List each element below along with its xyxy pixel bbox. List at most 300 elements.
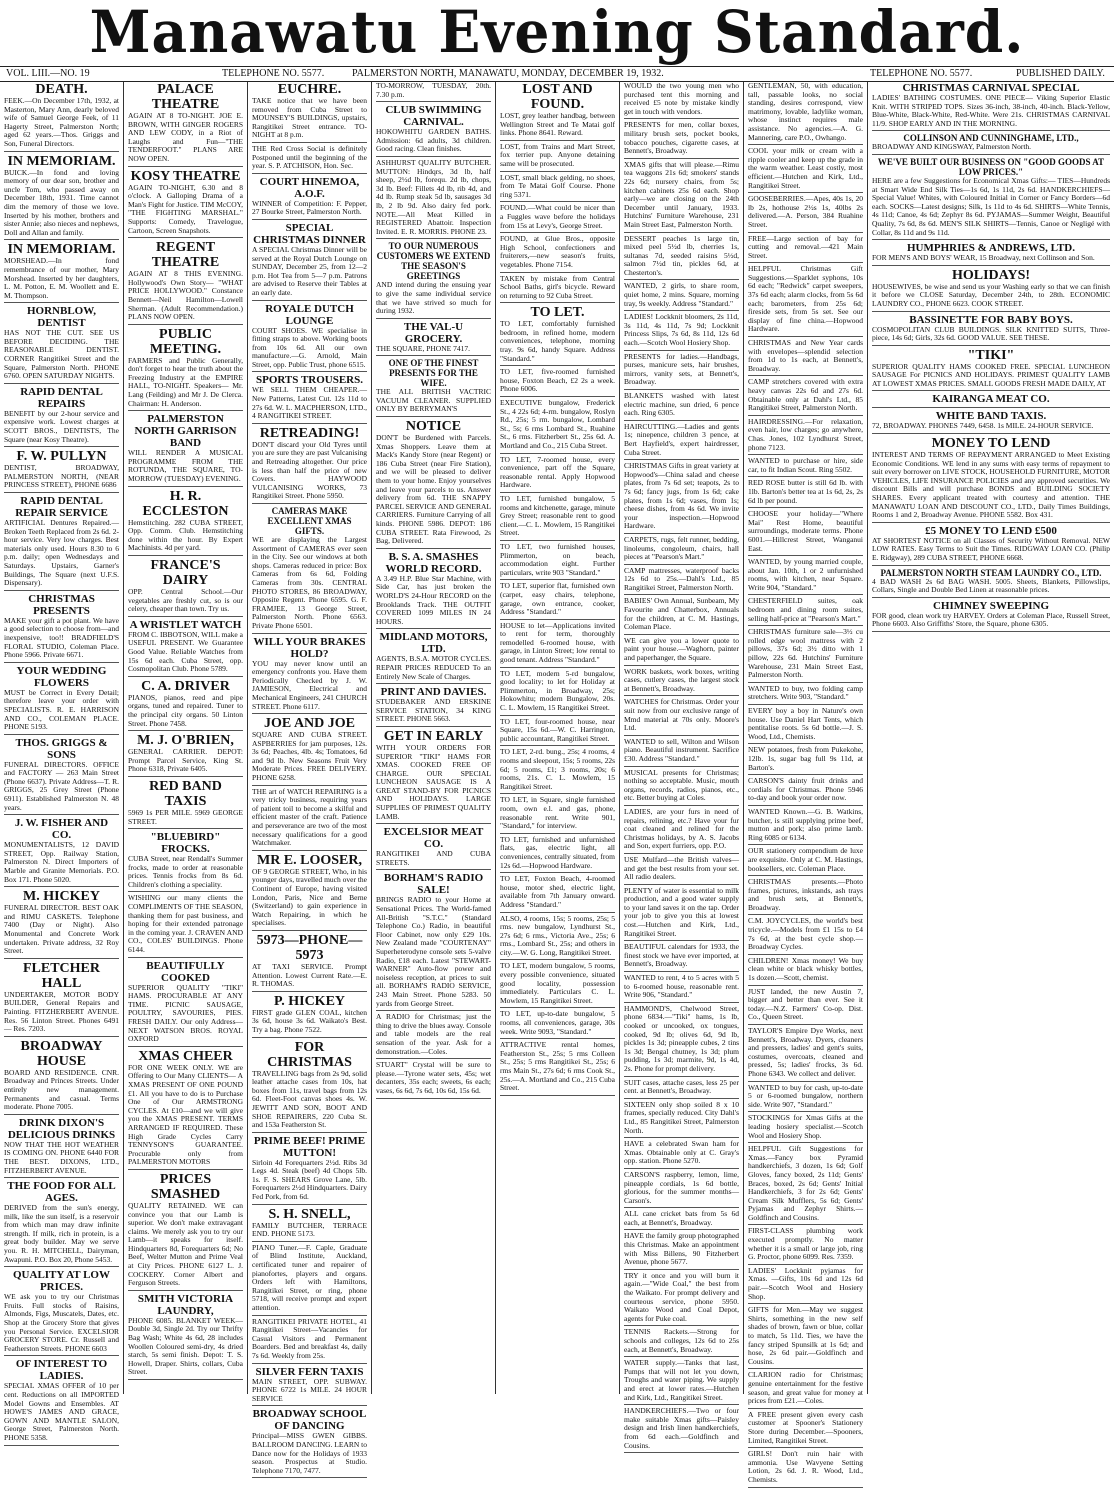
advertisement: [500, 275, 615, 304]
advertisement: [748, 147, 863, 193]
advertisement: [252, 303, 367, 373]
advertisement: [624, 1210, 739, 1230]
ad-text: NOW THAT THE HOT WEATHER IS COMING ON. PHONE 6440 FOR THE BEST. DIXONS, LTD., FITZHERBERT AVENUE.: [4, 1139, 119, 1175]
ad-text: BLANKETS washed with latest electric machine, sun dried, 6 pence each. Ring 6305.: [624, 391, 739, 418]
ad-heading: A WRISTLET WATCH: [129, 618, 242, 631]
ad-heading: PALMERSTON NORTH STEAM LAUNDRY CO., LTD.: [880, 567, 1102, 578]
ad-heading: EXCELSIOR MEAT CO.: [383, 826, 484, 851]
ad-heading: WE'VE BUILT OUR BUSINESS ON "GOOD GOODS AT LOW PRICES.": [877, 156, 1105, 177]
advertisement: [624, 1272, 739, 1327]
advertisement: [128, 894, 243, 957]
ad-text: PLENTY of water is essential to milk production, and a good water supply to your land saves it on the tap. Order your job to give you this at lowest cost.—Hutchen and Kirk, Ltd., Rangitikei Street.: [624, 885, 739, 938]
advertisement: [624, 597, 739, 634]
ad-text: CAMP stretchers covered with extra heavy canvas 22s 6d and 27s 6d. Obtainable only at Dahl's Ltd., 85 Rangitikei Street, Palmerston North.: [748, 377, 863, 413]
ad-text: FROM C. IBBOTSON, WILL make a USEFUL PRESENT. We Guarantee Good Value. Reliable Watches from 15s 6d each. Cuba Street, opp. Cosmopolitan Club. Phone 5789.: [128, 629, 243, 674]
column-7: [744, 81, 868, 1484]
ad-text: C.M. JOYCYCLES, the world's best tricycle.—Models from £1 15s to £4 7s 6d, at the best cycle shop.—Broadway Cycles.: [748, 916, 863, 952]
ad-heading: PALACE THEATRE: [151, 82, 220, 112]
advertisement: [500, 399, 615, 454]
ad-text: RANGITIKEI AND CUBA STREETS.: [376, 849, 491, 867]
ad-heading: PUBLIC MEETING.: [149, 326, 222, 357]
ad-heading: HOLIDAYS!: [951, 267, 1031, 283]
advertisement: [624, 1359, 739, 1405]
advertisement: [624, 121, 739, 158]
advertisement: [748, 685, 863, 705]
ad-heading: YOUR WEDDING FLOWERS: [16, 664, 107, 689]
ad-text: MAKE your gift a pot plant. We have a good selection to choose from—and inexpensive, too!! BRADFIELD'S FLORAL STUDIO, Coleman Place. Phone 5966. Private 6671.: [4, 615, 119, 660]
ad-text: UNDERTAKER, MOTOR BODY BUILDER, General Repairs and Painting. FITZHERBERT AVENUE. Res. 56 Linton Street. Phones 6491 — Res. 7203.: [4, 989, 119, 1034]
advertisement: [872, 436, 1110, 523]
ad-text: LOST, from Trains and Mart Street, fox terrier pup. Anyone detaining same will be prosecuted.: [500, 141, 615, 168]
ad-heading: CHIMNEY SWEEPING: [932, 599, 1050, 612]
advertisement: [500, 748, 615, 794]
ad-heading: QUALITY AT LOW PRICES.: [13, 1269, 110, 1294]
ad-text: HAVE a celebrated Swan ham for Xmas. Obtainable only at C. Gray's opp. station. Phone 5270.: [624, 1139, 739, 1166]
ad-heading: THE VAL-U GROCERY.: [403, 320, 464, 345]
ad-heading: CHRISTMAS CARNIVAL SPECIAL: [902, 82, 1080, 94]
ad-text: CARPETS, rugs, felt runner, bedding, linoleums, congoleum, chairs, hall pieces at "Pearson's Mart.": [624, 534, 739, 562]
column-1: [0, 82, 124, 1442]
advertisement: [748, 1450, 863, 1487]
volume-number: VOL. LIII.—NO. 19: [6, 68, 90, 79]
ad-heading: TO LET.: [530, 305, 585, 321]
ad-text: ALSO, 4 rooms, 15s; 5 rooms, 25s; 5 rms. new bungalow, Lyndhurst St., 27s 6d; 6 rms., Victoria Ave., 25s; 6 rms., Lombard St., 25s; and others in city.—W. G. Long, Rangitikei Street.: [500, 913, 615, 957]
ad-text: SUIT cases, attache cases, less 25 per cent. at Bennett's, Broadway.: [624, 1077, 739, 1096]
ad-text: TAKE notice that we have been removed from Cuba Street to MOUNSEY'S BUILDINGS, upstairs, Rangitikei Street entrance. TO-NIGHT at 8 p.m.: [252, 96, 367, 140]
advertisement: [128, 679, 243, 731]
advertisement: [500, 456, 615, 493]
ad-text: AND intend during the ensuing year to give the same individual service that we have strived so much for during 1932.: [376, 280, 491, 316]
advertisement: [624, 1232, 739, 1269]
ad-heading: HUMPHRIES & ANDREWS, LTD.: [907, 242, 1075, 255]
ad-text: TO LET, two furnished houses, Plimmerton, on beach, accommodation eight. Further particulars, write 903 "Standard.": [500, 541, 615, 577]
advertisement: [500, 235, 615, 272]
advertisement: [748, 1411, 863, 1448]
ad-heading: SPORTS TROUSERS.: [255, 374, 363, 387]
ad-heading: ONE OF THE FINEST PRESENTS FOR THE WIFE.: [388, 358, 479, 389]
published-daily: PUBLISHED DAILY.: [1016, 68, 1105, 79]
advertisement: [376, 1013, 491, 1059]
ad-heading: CAMERAS MAKE EXCELLENT XMAS GIFTS.: [267, 506, 352, 536]
ad-text: EVERY boy a boy in Nature's own house. Use Daniel Hart Tents, which pentitalise roots. 5s 6d bottle.—J. S. Wood, Ltd., Chemists.: [748, 706, 863, 741]
advertisement: [748, 777, 863, 806]
ad-text: Hemstitching. 282 CUBA STREET, Opp. Comm. Club. Hemstitching done within the hour. By Expert Machinists. 4d per yard.: [128, 517, 243, 553]
ad-text: RANGITIKEI PRIVATE HOTEL, 41 Rangitikei Street—Vacancies for Casual Visitors and Permanent Boarders. Bed and breakfast 4s, daily 7s 6d. Weekly from 25s.: [252, 1316, 367, 1360]
ad-text: BUICK.—In fond and loving memory of our dear son, brother and uncle Tom, who passed away on December 18th, 1931. Time cannot dim the memory of those we love. Inserted by his mother, brothers and sister Annie; also nieces and nephews, Doll and Allan and family.: [4, 167, 119, 237]
advertisement: [252, 1135, 367, 1205]
ad-heading: REGENT THEATRE: [151, 240, 220, 271]
advertisement: [128, 733, 243, 777]
advertisement: [624, 161, 739, 233]
advertisement: [624, 235, 739, 281]
advertisement: [128, 960, 243, 1047]
advertisement: [4, 737, 119, 816]
advertisement: [872, 242, 1110, 266]
advertisement: [4, 961, 119, 1037]
ad-heading: THOS. GRIGGS & SONS: [15, 736, 108, 761]
ad-text: WE can give you a lower quote to paint your house.—Waghorn, painter and paperhanger, the Square.: [624, 635, 739, 663]
advertisement: [4, 1117, 119, 1178]
ad-text: BROADWAY AND KINGSWAY, Palmerston North.: [872, 142, 1032, 152]
ad-heading: DEATH.: [35, 82, 88, 97]
ad-heading: XMAS CHEER: [138, 1048, 233, 1064]
advertisement: [252, 1040, 367, 1133]
ad-text: DON'T be Burdened with Parcels. Xmas Shoppers. Leave them at Mack's Kandy Store (near Regent) or 186 Cuba Street (near Fire Station), and we will be pleased to deliver them to your home. Enjoy yourselves and leave your parcels to us. Answer delivery from 6d. THE SNAPPY PARCEL SERVICE AND GENERAL CARRIERS. Furniture Carrying of all kinds. PHONE 5986. DEPOT: 186 CUBA STREET. Rata Firewood, 2s Bag, Delivered.: [376, 433, 491, 546]
advertisement: [624, 887, 739, 942]
advertisement: [872, 393, 1110, 408]
ad-text: GENERAL CARRIER. DEPOT: Prompt Parcel Service, King St. Phone 6318, Private 6405.: [128, 747, 243, 774]
ad-text: HOKOWHITU GARDEN BATHS. Admission: 6d adults, 3d children. Good racing. Clean finishes.: [376, 127, 491, 154]
ad-text: ARTIFICIAL Dentures Repaired.—Broken Teeth Replaced from 2s 6d. 2-hour service. Very low charges. Best materials only used. Hours 8.30 to 6 p.m. daily; open Wednesdays and Saturdays. Upstairs, Garner's Buildings, The Square (next U.F.S. Dispensary).: [4, 518, 119, 588]
ad-text: SQUARE AND CUBA STREET. ASPBERRIES for jam purposes, 12s. 3s 6d; Peaches, 4lb. 4s; Tomatoes, 6d and 9d lb. New Seasons Fruit Very Moderate Prices. FREE DELIVERY. PHONE 6258.: [252, 730, 367, 783]
advertisement: [252, 853, 367, 931]
advertisement: [872, 133, 1110, 155]
advertisement: [4, 1269, 119, 1356]
ad-text: ATTRACTIVE rental homes, Featherston St., 25s; 5 rms Colleen St., 25s; 5 rms Rangitikei St., 25s; 6 rms Main St., 27s 6d; 6 rms Cook St., 25s.—A. Mortland and Co., 215 Cuba Street.: [500, 1040, 615, 1093]
ad-text: WILL RENDER A MUSICAL PROGRAMME FROM THE ROTUNDA, THE SQUARE, TO-MORROW (TUESDAY) EVENING.: [128, 448, 243, 484]
ad-text: BENEFIT by our 2-hour service and expensive work. Lowest charges at SCOTT BROS., DENTISTS, The Square (near Kosy Theatre).: [4, 408, 119, 444]
ad-heading: 5973—PHONE—5973: [256, 932, 363, 963]
ad-heading: MIDLAND MOTORS, LTD.: [379, 631, 488, 656]
advertisement: [4, 242, 119, 303]
advertisement: [128, 413, 243, 486]
ad-text: FOR ONE WEEK ONLY. WE are Offering to Our Many CLIENTS— A XMAS PRESENT OF ONE POUND £1. All you have to do is to Purchase One of Our ARMSTRONG CYCLES. At £10—and we will give you the XMAS PRESENT. TERMS ARRANGED IF REQUIRED. These High Grade Cycles Carry TENNYSON'S GUARANTEE. Procurable only from PALMERSTON MOTORS: [128, 1062, 243, 1167]
advertisement: [500, 204, 615, 233]
ad-heading: "BLUEBIRD" FROCKS.: [150, 831, 221, 856]
ad-text: FUNERAL DIRECTORS. OFFICE and FACTORY — 263 Main Street (Phone 6637). Private Address—T. R. GRIGGS, 25 Grey Street (Phone 6911). Established Palmerston N. 48 years.: [4, 759, 119, 812]
ad-text: COSMOPOLITAN CLUB BUILDINGS. SILK KNITTED SUITS, Three-piece, 14s 6d; Girls, 32s 6d. GOOD VALUE. SEE THESE.: [872, 324, 1110, 343]
ad-text: Principal—MISS GWEN GIBBS. BALLROOM DANCING. LEARN to Dance now for the Holidays of 1933 season. Prospectus at Studio. Telephone 7170, 7477.: [252, 1431, 367, 1475]
advertisement: [748, 457, 863, 477]
advertisement: [376, 1061, 491, 1098]
ad-text: CAMP mattresses, waterproof backs 12s 6d to 25s.—Dahl's Ltd., 85 Rangitikei Street, Palmerston North.: [624, 565, 739, 592]
ad-heading: THE FOOD FOR ALL AGES.: [7, 1180, 116, 1205]
advertisement: [872, 525, 1110, 566]
advertisement: [624, 82, 739, 119]
ad-text: CLARION radio for Christmas; genuine entertainment for the festive season, and great value for money at prices from £21.—Coles.: [748, 1370, 863, 1406]
advertisement: [128, 82, 243, 167]
advertisement: [376, 419, 491, 549]
ad-text: 5969 1s PER MILE. 5969 GEORGE STREET.: [128, 807, 243, 826]
ad-text: CARSON'S dainty fruit drinks and cordials for Christmas. Phone 5946 to-day and book your order now.: [748, 776, 863, 803]
ad-heading: DRINK DIXON'S DELICIOUS DRINKS: [7, 1116, 116, 1141]
advertisement: [624, 856, 739, 885]
ad-heading: BROADWAY HOUSE: [20, 1038, 103, 1069]
ad-text: AGAIN AT 8 THIS EVENING. Hollywood's Own Story— "WHAT PRICE HOLLYWOOD." Constance Bennett—Neil Hamilton—Lowell Sherman. (Adult Recommendation.) PLANS NOW OPEN.: [128, 269, 243, 322]
advertisement: [624, 567, 739, 596]
ad-text: MUSICAL presents for Christmas; nothing so acceptable. Music, mouth organs, records, radios, pianos, etc., etc. Better buying at Coles.: [624, 767, 739, 803]
ad-text: HELPFUL Gift Suggestions for Xmas.—Fancy box Pyramid handkerchiefs, 3 dozen, 1s 6d; Golf Gloves, fancy boxed, 2s 11d; Gents' Braces, boxed, 2s 6d; Gents' Initial Handkerchiefs, 3 for 2s 6d; Gents' Cream Silk Mufflers, 5s 6d; Gents' Pyjamas and Zephyr Shirts.—Goldfinch and Cousins.: [748, 1144, 863, 1222]
advertisement: [252, 506, 367, 634]
ad-text: WINNER of Competition: F. Pepper, 27 Bourke Street, Palmerston North.: [252, 198, 367, 217]
ad-text: CHOOSE your holiday—"Where Mai" Rest Home, beautiful surroundings, moderate terms. Phone 6001.—Hillcrest Street, Wanganui East.: [748, 509, 863, 553]
ad-text: QUALITY RETAINED. WE can convince you that our Lamb is superior. We don't make extravagant claims. We merely ask you to try our Lamb—it speaks for itself. Hindquarters 8d, Forequarters 6d; No Beef, Welter Mutton and Prime Veal at City Prices. PHONE 6127 L. J. COCKERY. Corner Albert and Ferguson Streets.: [128, 1200, 243, 1288]
advertisement: [624, 423, 739, 460]
ad-text: FIRST grade GLEN COAL, kitchen 3s 6d, house 3s 6d. Waikato's Best. Try a bag. Phone 7522.: [252, 1007, 367, 1034]
advertisement: [624, 698, 739, 735]
place-and-date: PALMERSTON NORTH, MANAWATU, MONDAY, DECEMBER 19, 1932.: [352, 68, 664, 79]
advertisement: [748, 235, 863, 264]
advertisement: [748, 1145, 863, 1225]
advertisement: [128, 489, 243, 556]
ad-text: DENTIST, BROADWAY, PALMERSTON NORTH, (NEAR PRINCESS STREET), PHONE 6686: [4, 463, 119, 490]
ad-heading: CLUB SWIMMING CARNIVAL.: [385, 104, 482, 129]
advertisement: [4, 495, 119, 591]
ad-text: CHRISTMAS furniture sale—3½ cu rolled edge wool mattress with 2 pillows, 37s 6d; 3½ ditto with 1 pillow, 22s 6d. Hutchins' Furniture Warehouse, 231 Main Street East, Palmerston North.: [748, 627, 863, 680]
ad-heading: FOR CHRISTMAS: [267, 1039, 352, 1070]
advertisement: [4, 889, 119, 959]
advertisement: [500, 368, 615, 397]
ad-text: WOULD the two young men who purchased tent this morning and received £5 note by mistake kindly get in touch with vendors.: [624, 81, 739, 116]
advertisement: [252, 1366, 367, 1407]
ad-text: FOR good, clean work try HARVEY. Orders at Coleman Place, Russell Street, Phone 6603. Also Griffiths' Store, the Square, phone 6305.: [872, 610, 1110, 629]
ad-heading: EUCHRE.: [277, 82, 342, 97]
ad-text: FARMERS and Public Generally, don't forget to hear the truth about the Freezing Industry at the EMPIRE HALL, TO-NIGHT. Speakers— Mr. Lang (Feilding) and Mr J. De Clerca. Chairman: H. Anderson.: [128, 355, 243, 408]
ad-text: HAVE the family group photographed this Christmas. Make an appointment with Miss Billens, 90 Fitzherbert Avenue, phone 5677.: [624, 1231, 739, 1267]
advertisement: [624, 1101, 739, 1138]
telephone-left: TELEPHONE NO. 5577.: [222, 68, 325, 79]
advertisement: [748, 378, 863, 415]
column-2: [124, 82, 248, 1394]
advertisement: [128, 558, 243, 617]
ad-text: TO LET, comfortably furnished bedroom, in refined home, modern conveniences, telephone, morning tray. 9s 6d, handy Square. Address "Standard.": [500, 319, 615, 363]
ad-text: TRY it once and you will burn it again.—"Wide Coal," the best from the Waikato. For prompt delivery and courteous service, phone 5950. Waikato Wood and Coal Depot, agents for Puke coal.: [624, 1270, 739, 1323]
advertisement: [128, 1172, 243, 1291]
advertisement: [872, 82, 1110, 131]
ad-heading: KAIRANGA MEAT CO.: [932, 393, 1050, 406]
advertisement: [4, 593, 119, 663]
ad-text: TO LET, 7-roomed house, every convenience, part off the Square, reasonable rental. Apply Hopwood Hardware.: [500, 454, 615, 490]
advertisement: [128, 169, 243, 239]
ad-text: FREE—Large section of bay for cutting and removal.—421 Main Street.: [748, 233, 863, 260]
ad-text: WE ask you to try our Christmas Fruits. Full stocks of Raisins, Almonds, Figs, Muscatels, Dates, etc. Shop at the Grocery Store that gives you Personal Service. EXCELSIOR GROCERY STORE. Cr. Russell and Featherston Streets. PHONE 6603: [4, 1292, 119, 1353]
ad-text: BEAUTIFUL calendars for 1933, the finest stock we have ever imported, at Bennett's, Broadway.: [624, 942, 739, 969]
ad-text: AT TAXI SERVICE. Prompt Attention. Lowest Current Rate.—E. R. THOMAS.: [252, 961, 367, 989]
ad-text: TO LET, Foxton Beach, 4-roomed house, motor shed, electric light, available from 7th January onward. Address "Standard.": [500, 874, 615, 909]
advertisement: [748, 988, 863, 1025]
ad-heading: CHRISTMAS PRESENTS: [28, 592, 95, 617]
ad-text: AT SHORTEST NOTICE on all Classes of Security Without Removal. NEW LOW RATES. Easy Terms to Suit the Times. RIDGWAY LOAN CO. (Philip E. Ridgway), 289 CUBA STREET, PHONE 6668.: [872, 535, 1110, 562]
ad-text: EXECUTIVE bungalow, Frederick St., 4 22s 6d; 4-rm. bungalow, Roslyn Rd., 25s; 5 rm. bungalow, Lombard St., 5s; 6 rms Lombard St., Ruahine St., 6 rms. Fitzherbert St., 25s 6d. A. Mortland and Co., 215 Cuba Street.: [500, 398, 615, 450]
advertisement: [500, 796, 615, 833]
ad-text: WANTED to rent, 4 to 5 acres with 5 to 6-roomed house, reasonable rent. Write 906, "Standard.": [624, 973, 739, 1000]
ad-heading: OF INTEREST TO LADIES.: [15, 1358, 108, 1383]
ad-text: STOCKINGS for Xmas Gifts at the leading hosiery specialist.—Scotch Wool and Hosiery Shop.: [748, 1113, 863, 1140]
advertisement: [624, 462, 739, 534]
ad-text: TO LET, furnished bungalow, 5 rooms and kitchenette, garage, minute Grey Street; reasonable rent to good client.—C. L. Mowlem, 15 Rangitikei Street.: [500, 493, 615, 538]
ad-text: TRAVELLING bags from 2s 9d, solid leather attache cases from 10s, hat boxes from 11s, travel bags from 12s 6d. Fleet-Foot canvas shoes 4s. W. JEWITT AND SON, BOOT AND SHOE REPAIRERS, 220 Cuba St. and 153a Featherston St.: [252, 1068, 367, 1130]
ad-text: A RADIO for Christmas; just the thing to drive the blues away. Console and table models are the real sensation of the year. Ask for a demonstration.—Coles.: [376, 1012, 491, 1056]
ad-heading: BASSINETTE FOR BABY BOYS.: [909, 313, 1073, 326]
ad-heading: RETREADING!: [259, 425, 360, 441]
ad-text: STUART" Crystal will be sure to please.—Tyrone water sets, 45s; wet decanters, 35s each; sweets, 6s each; vases, 6s 6d, 7s 6d, 10s 6d, 15s 6d.: [376, 1060, 491, 1095]
ad-heading: COLLINSON AND CUNNINGHAME, LTD.,: [903, 133, 1079, 144]
ad-text: SUPERIOR QUALITY "TIKI" HAMS. PROCURABLE AT ANY TIME. PICNIC SAUSAGE, POULTRY, SAVOURIES, PIES. FRESH DAILY. Our only Address— NEXT WATSON BROS. ROYAL OXFORD: [128, 982, 243, 1044]
advertisement: [376, 159, 491, 239]
advertisement: [748, 1084, 863, 1113]
advertisement: [748, 878, 863, 915]
advertisement: [376, 358, 491, 417]
ad-heading: £5 MONEY TO LEND £500: [925, 524, 1057, 537]
advertisement: [624, 1079, 739, 1099]
ad-heading: P. HICKEY: [273, 993, 346, 1009]
column-3: [248, 82, 372, 1475]
advertisement: [748, 418, 863, 455]
ad-text: SIXTEEN only shop soiled 8 x 10 frames, specially reduced. City Dahl's Ltd., 85 Rangitikei Street, Palmerston North.: [624, 1099, 739, 1135]
ad-text: WANTED to buy, two folding camp stretchers. Write 903, "Standard.": [748, 683, 863, 702]
ad-text: WATER supply.—Tanks that last, Pumps that will not let you down, Troughs and water piping. We supply and erect at lower rates.—Hutchen and Kirk, Ltd., Rangitikei Street.: [624, 1358, 739, 1402]
advertisement: [748, 265, 863, 337]
ad-text: JUST landed, the new Austin 7, bigger and better than ever. See it today.—N.Z. Farmers' Co-op. Dist. Co., Queen Street.: [748, 986, 863, 1022]
ad-text: ASHHURST QUALITY BUTCHER. MUTTON: Hindqrs, 3d lb, half sheep, 2½d lb, forequ. 2d lb, chops, 3d lb. Beef: Fillets 4d lb, rib 4d, and 4d lb. Rump steak 5d lb, sausages 3d lb, 2 lb 9d. Also dairy fed pork. NOTE.—All Meat Killed in REGISTERED Abattoir. Inspection Invited. E. R. MORRIS. PHONE 23.: [376, 157, 491, 236]
advertisement: [872, 157, 1110, 240]
advertisement: [500, 143, 615, 172]
advertisement: [872, 314, 1110, 346]
advertisement: [128, 831, 243, 892]
ad-text: HOUSEWIVES, be wise and send us your Washing early so that we can finish it before we CLOSE Saturday, December 24th, to 28th. ECONOMIC LAUNDRY CO., PHONE 6623. COOK STREET.: [872, 281, 1110, 308]
ad-text: FOR MEN'S AND BOYS' WEAR, 15 Broadway, next Collinson and Son.: [872, 253, 1095, 263]
ad-text: SPECIAL XMAS OFFER of 10 per cent. Reductions on all IMPORTED Model Gowns and Ensembles. AT HOWE'S JAMES AND GRACE, GOWN AND MANTLE SALON, George Street, Palmerston North. PHONE 5358.: [4, 1381, 119, 1442]
advertisement: [872, 268, 1110, 312]
advertisement: [128, 1049, 243, 1170]
ad-text: HAMMOND'S, Chelwood Street, phone 6834.—"Tiki" hams, 1s lb, cooked or uncooked, ox tongues, cooked, 9d lb; olives 6d, 9d lb, pickles 1s 3d; pineapple cubes, 2 tins 1s 3d; Bengal chutney, 1s 3d; plum pudding, 1s 3d; marmite, 9d, 1s 4d, 2s. Phone for prompt delivery.: [624, 1003, 739, 1073]
ad-text: OF 9 GEORGE STREET, Who, in his younger days, travelled much over the Continent of Europe, having visited London, Paris, Nice and Berne (Switzerland) to gain experience in Watch Repairing, in which he specialises.: [252, 866, 367, 928]
ad-text: CARSON'S raspberry, lemon, lime, pineapple cordials, 1s 6d bottle, glorious, for the summer months—Carson's.: [624, 1169, 739, 1205]
ad-text: ALL cane cricket bats from 5s 6d each, at Bennett's, Broadway.: [624, 1209, 739, 1227]
ad-heading: B. S. A. SMASHES WORLD RECORD.: [385, 550, 482, 575]
ad-text: PIANO Tuner.—F. Caple, Graduate of Blind Institute, Auckland, certificated tuner and repairer of pianofortes, players and organs. Orders left with Hamiltons, Rangitikei Street, or ring, phone 5718, will receive prompt and expert attention.: [252, 1242, 367, 1312]
ad-text: FOUND.—What could be nicer than a Fuggles wave before the holidays from 15s at Levy's, George Street.: [500, 203, 615, 230]
advertisement: [624, 668, 739, 697]
advertisement: [748, 1306, 863, 1369]
ad-text: XMAS gifts that will please.—Rimu tea waggons 21s 6d; smokers' stands 22s 6d; nursery chairs, from 5s; kitchen cabinets 25s 6d each. Shop early—we are closing on the 24th December until January, 1933. Hutchins' Furniture Warehouse, 231 Main Street East, Palmerston North.: [624, 159, 739, 229]
advertisement: [500, 582, 615, 619]
ad-text: WE SELL THEM CHEAPER.— New Patterns, Latest Cut. 12s 11d to 27s 6d. W. L. MACPHERSON, LTD., 4 RANGITIKEI STREET.: [252, 385, 367, 421]
ad-text: LADIES! Lockknit bloomers, 2s 11d, 3s 11d, 4s 11d, 7s 9d; Lockknit Princess Slips, 7s 6d, 8s 11d, 12s 6d each.—Scotch Wool Hosiery Shop.: [624, 312, 739, 348]
ad-heading: HORNBLOW, DENTIST: [27, 305, 96, 330]
advertisement: [376, 872, 491, 1011]
ad-text: HELPFUL Christmas Gift Suggestions.—Sparklet syphons, 10s 6d each; "Redwick" carpet sweepers, 37s 6d each; alarm clocks, from 5s 6d each; barometers, from 25s 6d; fireside sets, from 5s set. See our display of fine china.—Hopwood Hardware.: [748, 264, 863, 334]
advertisement: [500, 1010, 615, 1039]
ad-text: TO LET, modern bungalow, 5 rooms, every possible convenience, situated good locality, possession immediately. Particulars C. L. Mowlem, 15 Rangitikei Street.: [500, 961, 615, 1005]
ad-text: TO LET, 2-rd. bung., 25s; 4 rooms, 4 rooms and sleepout, 15s; 5 rooms, 22s 6d; 5 rooms, £1; 3 rooms, 20s; 6 rooms, 21s. C. L. Mowlem, 15 Rangitikei Street.: [500, 747, 615, 791]
ad-text: TAKEN by mistake from Central School Baths, girl's bicycle. Reward on returning to 92 Cuba Street.: [500, 273, 615, 300]
ad-text: MAIN STREET, OPP. SUBWAY. PHONE 6722 1s MILE. 24 HOUR SERVICE: [252, 1376, 367, 1403]
advertisement: [252, 636, 367, 715]
ad-text: HAIRDRESSING.—For relaxation, even hair, low charges; go anywhere, Chas. Jones, 102 Lyndhurst Street, phone 7123.: [748, 416, 863, 452]
advertisement: [252, 426, 367, 504]
ad-text: PRESENTS for ladies.—Handbags, purses, manicure sets, hair brushes, mirrors, vanity sets, at Bennett's, Broadway.: [624, 351, 739, 387]
ad-text: AGAIN AT 8 TO-NIGHT. JOE E. BROWN, WITH GINGER ROGERS AND LEW CODY, in a Riot of Laughs and Fun—"THE TENDERFOOT." PLANS ARE NOW OPEN.: [128, 111, 243, 163]
advertisement: [4, 1180, 119, 1267]
advertisement: [500, 836, 615, 873]
advertisement: [748, 808, 863, 845]
advertisement: [748, 847, 863, 876]
advertisement: [376, 321, 491, 357]
advertisement: [252, 374, 367, 423]
advertisement: [4, 154, 119, 241]
ad-text: WANTED Known.—G. B. Watkins, butcher, is still supplying prime beef, mutton and pork; also prime lamb. Ring 6085 or 6134.: [748, 806, 863, 842]
ad-text: THE Red Cross Social is definitely Postponed until the beginning of the year. S. P. ATCHISON, Hon. Sec.: [252, 143, 367, 171]
advertisement: [252, 994, 367, 1038]
advertisement: [252, 933, 367, 992]
ad-text: HOUSE to let—Applications invited to rent for term, thoroughly remodelled 6-roomed house, with garage, in Linton Street; low rental to good tenant. Address "Standard.": [500, 620, 615, 665]
ad-text: Sirloin 4d Forequarters 2½d. Ribs 3d Legs 4d. Steak (beef) 4d Chops 5lb. 1s. F. S. SHEARS Grove Lane, 5lb. Forequarters 2½d Hindquarters. Dairy Fed Pork, from 6d.: [252, 1157, 367, 1202]
ad-heading: C. A. DRIVER: [141, 678, 230, 694]
ad-text: AGENTS, B.S.A. MOTOR CYCLES. REPAIR PRICES REDUCED To an Entirely New Scale of Charges.: [376, 654, 491, 681]
ad-text: TAYLOR'S Empire Dye Works, next Bennett's, Broadway. Dyers, cleaners and pressers, ladies' and gent's suits, costumes, overcoats, cleaned and pressed, 5s; ladies' frocks, 3s 6d. Phone 6343. We collect and deliver.: [748, 1026, 863, 1078]
advertisement: [376, 104, 491, 157]
ad-text: LADIES, are your furs in need of repairs, relining, etc.? Have your fur coat cleaned and relined for the Christmas holidays, by A. S. Jacobs and Son, expert furriers, opp. P.O.: [624, 806, 739, 851]
ad-text: YOU may never know until an emergency confronts you. Have them Periodically Checked by J. W. JAMIESON, Electrical and Mechanical Engineers, 241 CHURCH STREET. Phone 6117.: [252, 658, 367, 711]
ad-text: WORK baskets, work boxes, writing cases, cutlery cases, the largest stock at Bennett's, Broadway.: [624, 666, 739, 693]
advertisement: [4, 1039, 119, 1115]
advertisement: [128, 1293, 243, 1380]
ad-heading: FRANCE'S DAIRY: [150, 558, 221, 588]
advertisement: [624, 282, 739, 311]
ad-heading: TO OUR NUMEROUS CUSTOMERS WE EXTEND THE SEASON'S GREETINGS: [376, 241, 491, 282]
ad-text: WANTED to purchase or hire, side car, to fit Indian Scout. Ring 5502.: [748, 456, 863, 474]
ad-heading: PRIME BEEF! PRIME MUTTON!: [253, 1134, 366, 1159]
masthead: [0, 0, 1114, 64]
ad-heading: COURT HINEMOA, A.O.F.: [259, 175, 360, 200]
ad-heading: H. R. ECCLESTON: [142, 488, 229, 519]
ad-text: STUDEBAKER AND ERSKINE SERVICE STATION, 34 KING STREET. PHONE 5663.: [376, 697, 491, 724]
advertisement: [252, 82, 367, 143]
ad-text: WANTED to sell, Wilton and Wilson piano. Beautiful instrument. Sacrifice £30. Address "Standard.": [624, 736, 739, 763]
ad-text: GENTLEMAN, 50, with education, tall, passable looks, no social standing, desires correspond, view matrimony, lovable, ladylike woman, whose instinct requires male assistance. No agencies.—A. G. Mannering, care P.O., Owhango.: [748, 81, 863, 142]
ad-text: HAIRCUTTING.—Ladies and gents 1s; ninepence, children 3 pence, at Bert Hayfield's, expert hairdresser, Cuba Street.: [624, 421, 739, 457]
ad-text: A SPECIAL Christmas Dinner will be served at the Royal Dutch Lounge on SUNDAY, December 25, from 12—2 p.m. Hot Tea from 5—7 p.m. Patrons are advised to Reserve their Tables at an early date.: [252, 244, 367, 297]
column-6: [620, 81, 744, 1450]
ad-text: WE are displaying the Largest Assortment of CAMERAS ever seen in the City. See our windows at both shops. Cameras reduced in price: Box Cameras from 6s 6d, Folding Cameras from 30s. CENTRAL PHOTO STORES, 86 BROADWAY, Opposite Regent. Phone 6595. G. F. FRAMJEE, 13 George Street, Palmerston North. Phone 6563. Private Phone 6501.: [252, 535, 367, 630]
ad-text: AGAIN TO-NIGHT, 6.30 and 8 o'clock. A Galloping Drama of a Man's Fight for Justice. TIM McCOY, "THE FIGHTING MARSHAL." Supports: Comedy, Travelogue, Cartoon, Screen Snapshots.: [128, 182, 243, 235]
advertisement: [624, 769, 739, 806]
advertisement: [252, 222, 367, 301]
advertisement: [4, 305, 119, 384]
ad-text: CHRISTMAS presents.—Photo frames, pictures, inkstands, ash trays and brush sets, at Bennett's, Broadway.: [748, 877, 863, 912]
ad-text: OUR stationery compendium de luxe are exquisite. Only at C. M. Hastings, booksellers, etc. Coleman Place.: [748, 846, 863, 873]
ad-heading: BORHAM'S RADIO SALE!: [383, 872, 484, 897]
advertisement: [252, 1318, 367, 1364]
ad-text: FEEK.—On December 17th, 1932, at Masterton, Mary Ann, dearly beloved wife of Samuel George Feek, of 11 Hagerty Street, Palmerston North; aged 62 years.—Thos. Griggs and Son, Funeral Directors.: [4, 96, 119, 148]
advertisement: [748, 479, 863, 508]
ad-text: CHESTERFIELD suites, oak bedroom and dining room suites, selling half-price at "Pearson's Mart.": [748, 596, 863, 623]
ad-text: FOUND, at Glue Bros., opposite High School, confectioners and fruiterers,—new season's fruits, vegetables. Phone 7154.: [500, 234, 615, 269]
ad-heading: LOST AND FOUND.: [522, 82, 593, 112]
ad-heading: S. H. SNELL,: [268, 1206, 351, 1222]
ad-text: PRESENTS for men, collar boxes, military brush sets, pocket books, tobacco pouches, cigarette cases, at Bennett's, Broadway.: [624, 120, 739, 156]
advertisement: [624, 392, 739, 421]
advertisement: [252, 1207, 367, 1242]
ad-heading: IN MEMORIAM.: [7, 153, 116, 169]
advertisement: [748, 195, 863, 232]
ad-heading: BROADWAY SCHOOL OF DANCING: [252, 1408, 367, 1433]
ad-heading: J. W. FISHER AND CO.: [14, 817, 109, 842]
ad-text: LADIES' BATHING COSTUMES. ONE PIECE— Viking Superior Elastic Knit. WITH STRIPED TOPS. Sizes 36-inch, 38-inch, 40-inch. Black-Yellow, Blue-White, Black-White, Red-White. Were 21s. CHRISTMAS CARNIVAL 11/9. SHOP EARLY AND IN THE MORNING.: [872, 93, 1110, 128]
ad-heading: ROYALE DUTCH LOUNGE: [265, 302, 354, 327]
advertisement: [624, 738, 739, 767]
ad-heading: KOSY THEATRE: [130, 168, 241, 184]
ad-heading: SPECIAL CHRISTMAS DINNER: [253, 221, 366, 246]
advertisement: [872, 600, 1110, 632]
ad-text: A 3.49 H.P. Blue Star Machine, with Side Car, has just broken the WORLD'S 24-Hour RECORD on the Brooklands Track. THE OUTFIT COVERED 1099 MILES IN 24 HOURS.: [376, 573, 491, 626]
advertisement: [624, 313, 739, 350]
advertisement: [500, 670, 615, 716]
advertisement: [128, 619, 243, 677]
advertisement: [500, 174, 615, 203]
advertisement: [748, 339, 863, 376]
